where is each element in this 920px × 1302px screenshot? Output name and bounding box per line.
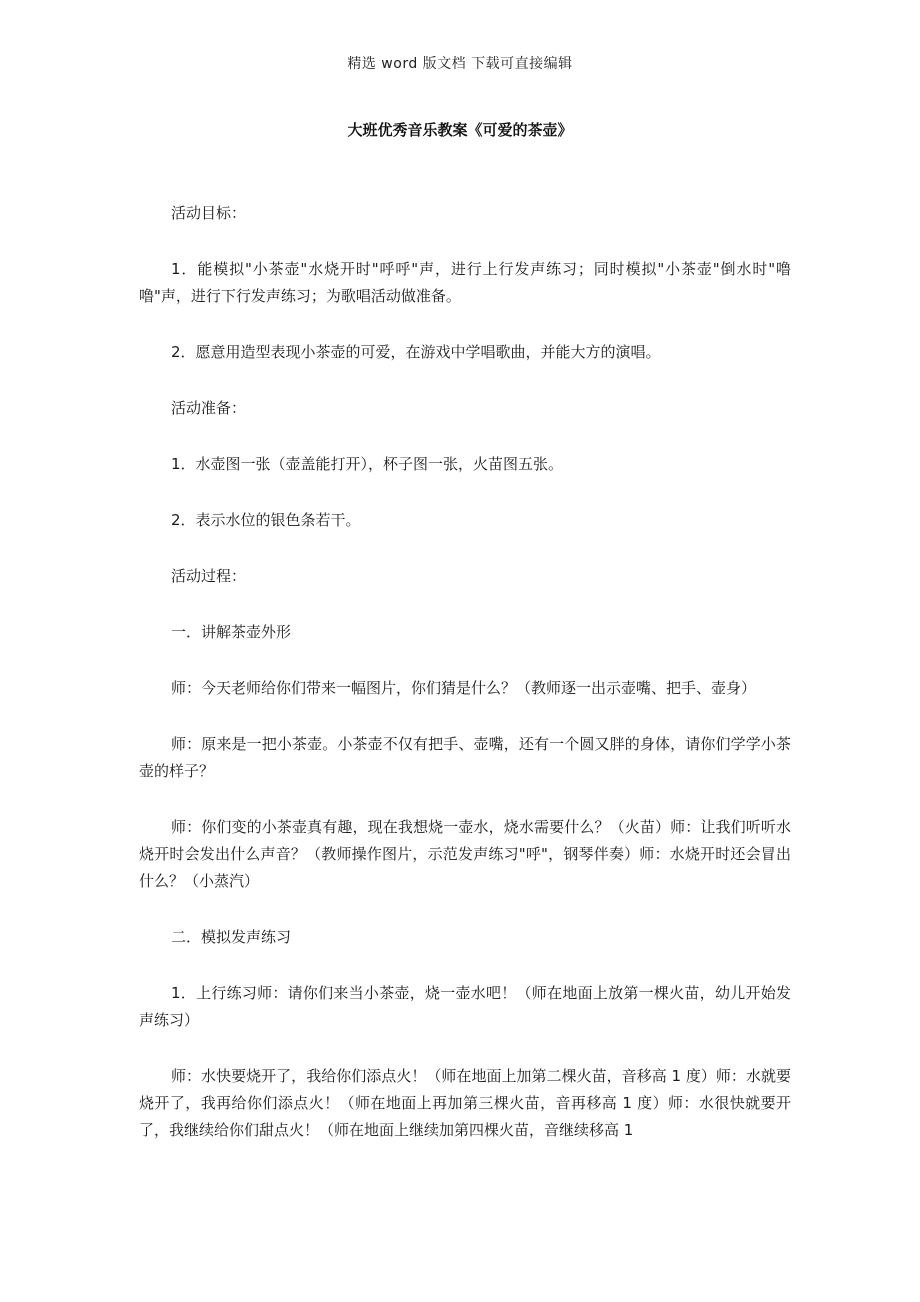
paragraph: 1．能模拟"小茶壶"水烧开时"呼呼"声，进行上行发声练习；同时模拟"小茶壶"倒水时"噜噜"声，进行下行发声练习；为歌唱活动做准备。 [139,260,791,305]
document-body [139,200,791,1173]
page-header: 精选 word 版文档 下载可直接编辑 [347,56,573,72]
paragraph: 活动目标： [171,204,247,222]
paragraph: 师：今天老师给你们带来一幅图片，你们猜是什么？（教师逐一出示壶嘴、把手、壶身） [171,679,757,697]
paragraph: 1．水壶图一张（壶盖能打开），杯子图一张，火苗图五张。 [171,455,564,473]
paragraph: 2．愿意用造型表现小茶壶的可爱，在游戏中学唱歌曲，并能大方的演唱。 [171,343,661,361]
paragraph: 活动准备： [171,399,247,417]
paragraph: 二．模拟发声练习 [171,928,292,946]
paragraph: 1．上行练习师：请你们来当小茶壶，烧一壶水吧！（师在地面上放第一棵火苗，幼儿开始发声练习） [139,984,791,1029]
paragraph: 一．讲解茶壶外形 [171,623,292,641]
paragraph: 师：你们变的小茶壶真有趣，现在我想烧一壶水，烧水需要什么？（火苗）师：让我们听听水烧开时会发出什么声音？（教师操作图片，示范发声练习"呼"，钢琴伴奏）师：水烧开时还会冒出什么？（小蒸汽） [139,818,791,890]
document-title: 大班优秀音乐教案《可爱的茶壶》 [347,121,573,139]
paragraph: 师：水快要烧开了，我给你们添点火！（师在地面上加第二棵火苗，音移高 1 度）师：水就要烧开了，我再给你们添点火！（师在地面上再加第三棵火苗，音再移高 1 度）师：水很快就要开了，我继续给你们甜点火！（师在地面上继续加第四棵火苗，音继续移高 1 [139,1067,791,1139]
paragraph: 2．表示水位的银色条若干。 [171,511,361,529]
paragraph: 活动过程： [171,567,247,585]
paragraph: 师：原来是一把小茶壶。小茶壶不仅有把手、壶嘴，还有一个圆又胖的身体，请你们学学小茶壶的样子？ [139,735,791,780]
